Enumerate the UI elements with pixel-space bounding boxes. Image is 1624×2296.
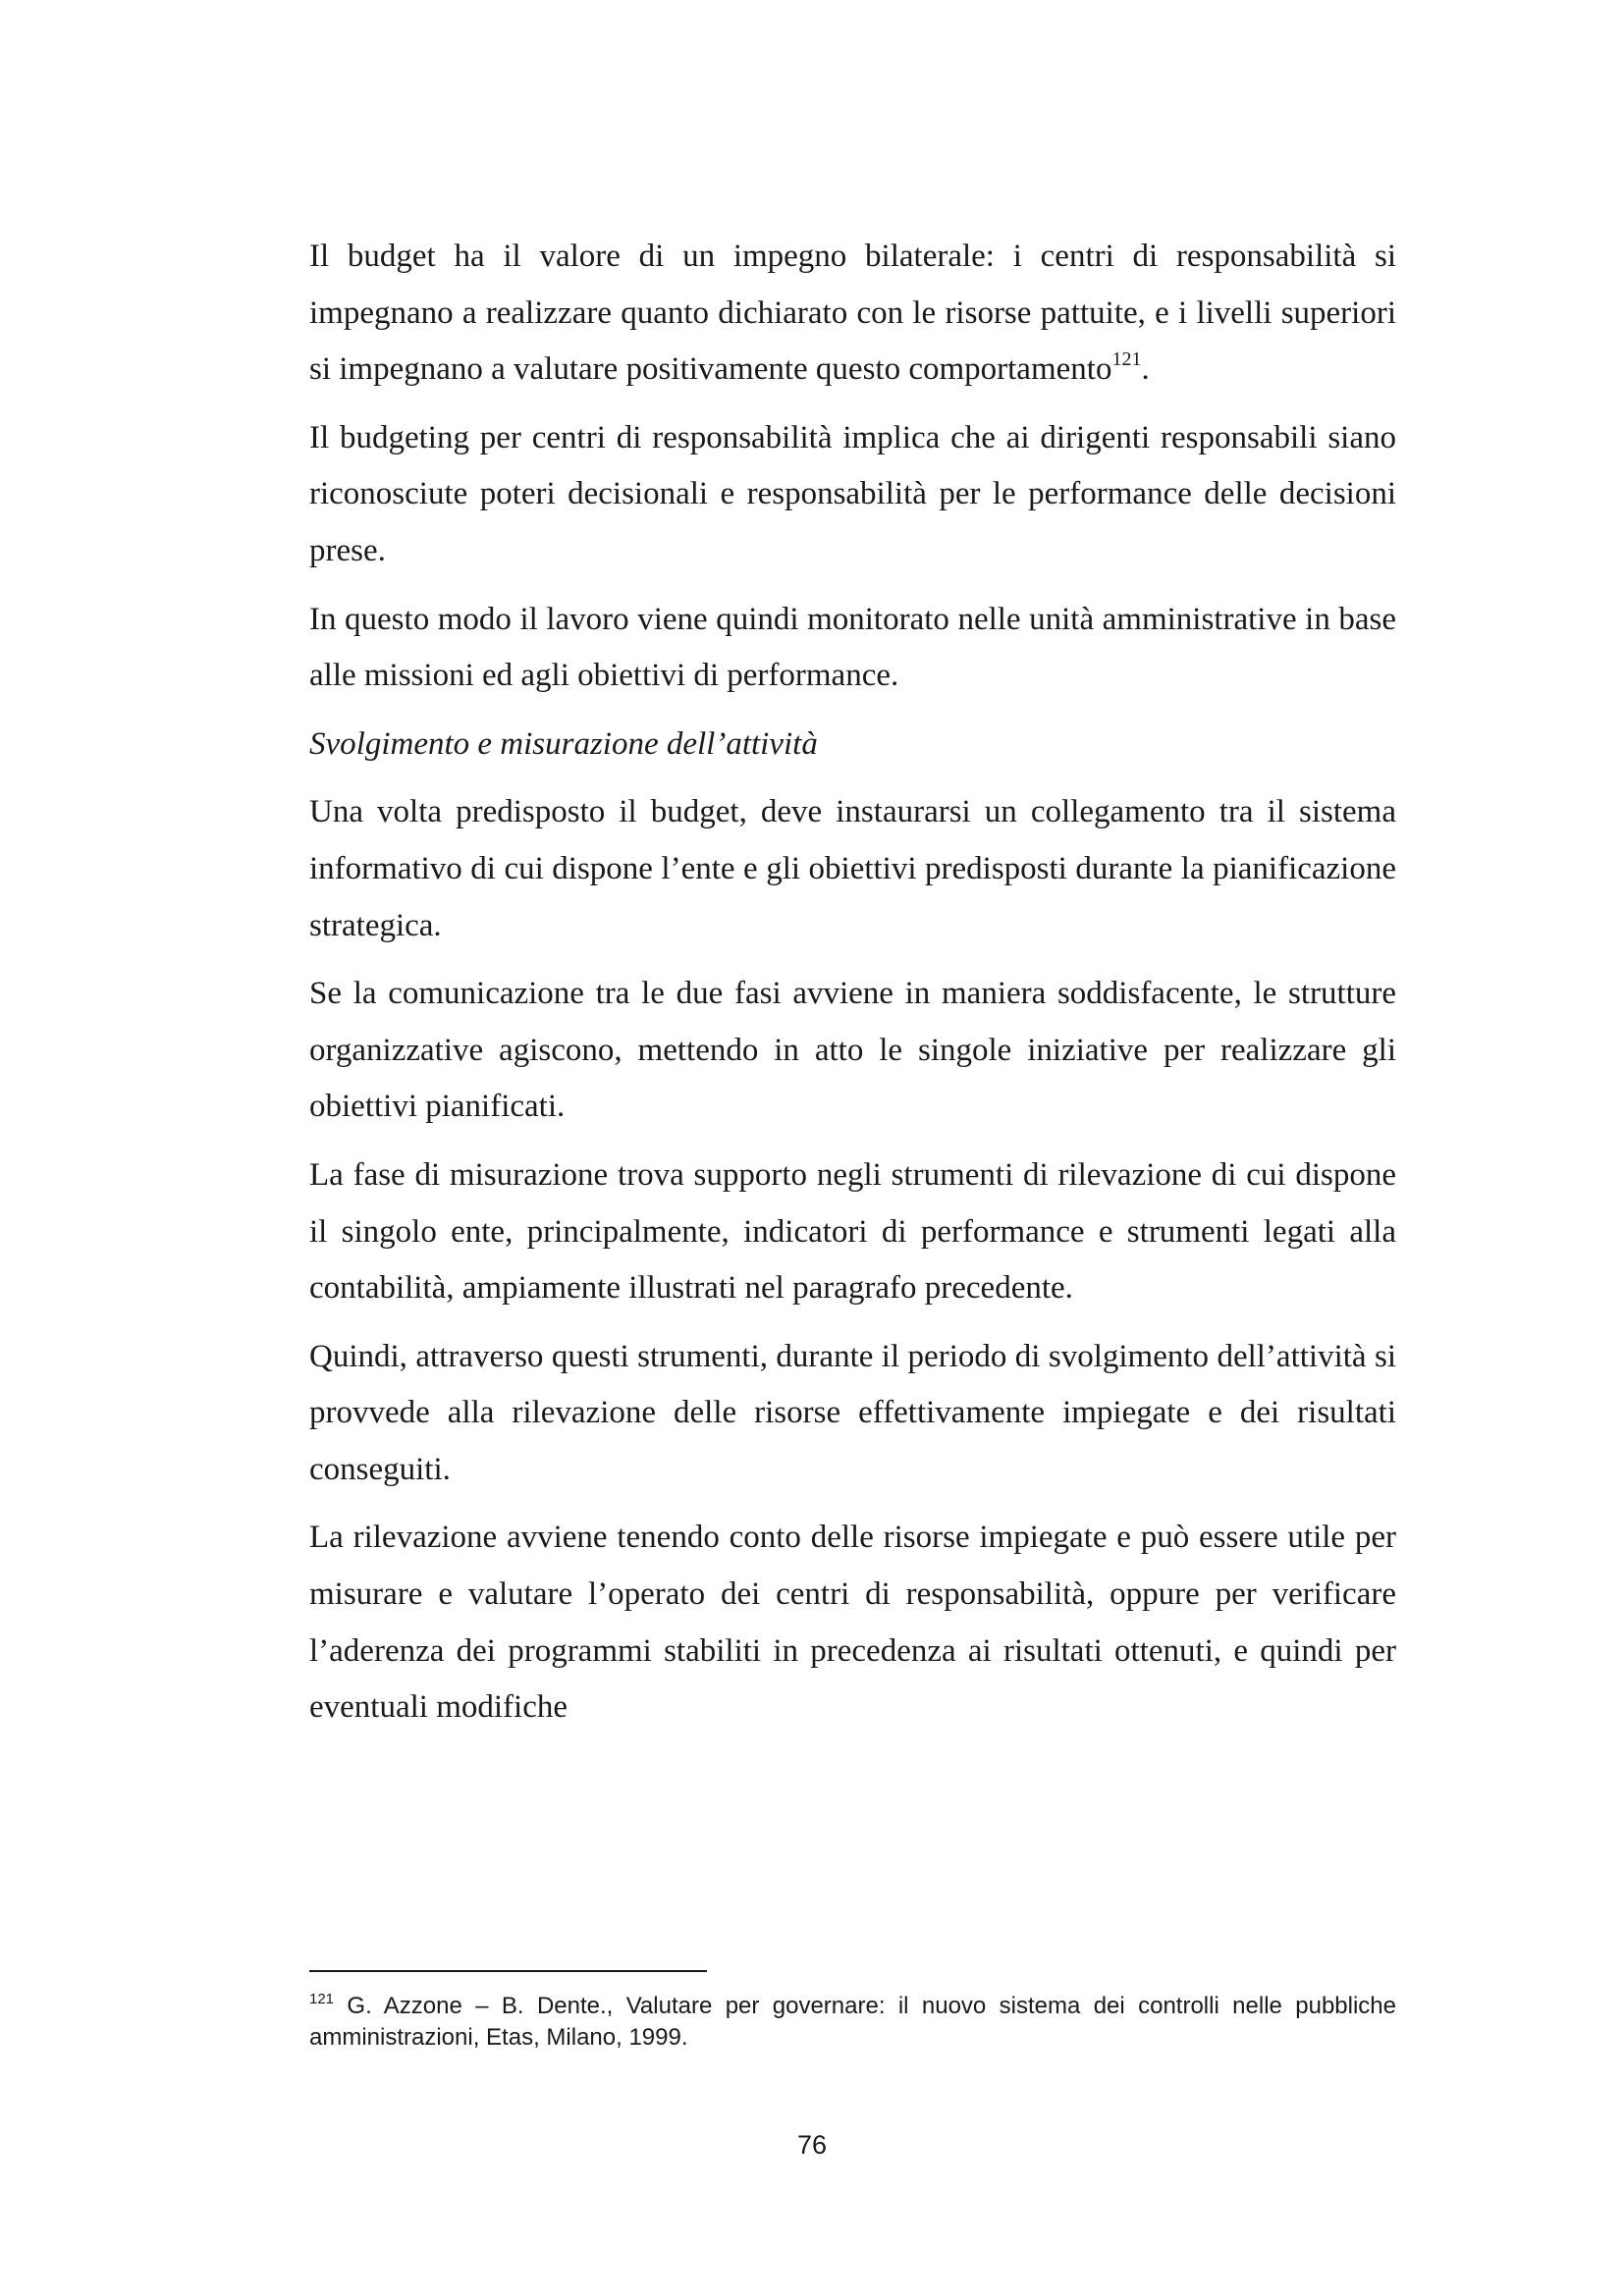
footnote-separator bbox=[309, 1970, 707, 1972]
paragraph: Se la comunicazione tra le due fasi avviene in maniera soddisfacente, le strutture organizzative agiscono, mettendo in atto le singole iniziative per realizzare gli obiettivi pianificati. bbox=[309, 976, 1396, 1125]
paragraph bbox=[309, 229, 1396, 399]
paragraph: Quindi, attraverso questi strumenti, durante il periodo di svolgimento dell’attività si provvede alla rilevazione delle risorse effettivamente impiegate e dei risultati conseguiti. bbox=[309, 1338, 1396, 1487]
paragraph-end: . bbox=[1141, 351, 1150, 388]
paragraph: Una volta predisposto il budget, deve instaurarsi un collegamento tra il sistema informativo di cui dispone l’ente e gli obiettivi predisposti durante la pianificazione strategica. bbox=[309, 794, 1396, 943]
footnote bbox=[309, 1991, 1396, 2054]
body-text bbox=[309, 229, 1396, 1748]
section-heading: Svolgimento e misurazione dell’attività bbox=[309, 725, 818, 762]
page-number: 76 bbox=[796, 2130, 828, 2160]
paragraph: Il budgeting per centri di responsabilità implica che ai dirigenti responsabili siano riconosciute poteri decisionali e responsabilità per le performance delle decisioni prese. bbox=[309, 419, 1396, 568]
paragraph: La fase di misurazione trova supporto negli strumenti di rilevazione di cui dispone il singolo ente, principalmente, indicatori di performance e strumenti legati alla contabilità, ampiamente illustrati nel paragrafo precedente. bbox=[309, 1156, 1396, 1307]
footnote-text: G. Azzone – B. Dente., Valutare per governare: il nuovo sistema dei controlli nelle pubbliche amministrazioni, Etas, Milano, 1999. bbox=[309, 1993, 1396, 2051]
footnote-number: 121 bbox=[309, 1991, 335, 2007]
paragraph-text: Il budget ha il valore di un impegno bilaterale: i centri di responsabilità si impegnano a realizzare quanto dichiarato con le risorse pattuite, e i livelli superiori si impegnano a valutare positivamente questo comportamento bbox=[309, 239, 1396, 388]
paragraph: La rilevazione avviene tenendo conto delle risorse impiegate e può essere utile per misurare e valutare l’operato dei centri di responsabilità, oppure per verificare l’aderenza dei programmi stabiliti in precedenza ai risultati ottenuti, e quindi per eventuali modifiche bbox=[309, 1520, 1396, 1726]
footnote-reference: 121 bbox=[1111, 348, 1142, 371]
paragraph: In questo modo il lavoro viene quindi monitorato nelle unità amministrative in base alle missioni ed agli obiettivi di performance. bbox=[309, 601, 1396, 694]
